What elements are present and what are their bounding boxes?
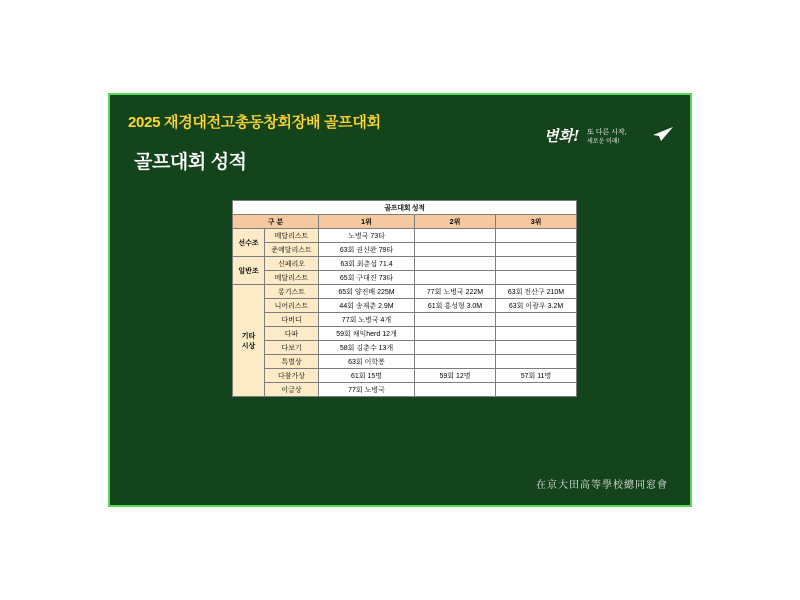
rank3-cell: [496, 355, 577, 369]
logo-script-text: 변화!: [544, 127, 580, 145]
rank2-cell: [415, 355, 496, 369]
rank3-cell: [496, 313, 577, 327]
score-table-container: [232, 200, 576, 397]
rank3-cell: [496, 243, 577, 257]
rank2-cell: [415, 271, 496, 285]
row-label: 니어리스트: [265, 299, 319, 313]
column-header-rank1: 1위: [319, 215, 415, 229]
rank2-cell: 77회 노병국 222M: [415, 285, 496, 299]
slide-footer: 在京大田高等學校總同窓會: [536, 480, 668, 491]
row-label: 메달리스트: [265, 229, 319, 243]
page-title: 골프대회 성적: [134, 152, 247, 173]
rank1-cell: 44회 송재춘 2.9M: [319, 299, 415, 313]
score-table: [232, 200, 577, 397]
table-row: [233, 229, 577, 243]
rank2-cell: 61회 홍성형 3.0M: [415, 299, 496, 313]
rank3-cell: 57회 11명: [496, 369, 577, 383]
table-caption-row: [233, 201, 577, 215]
row-label: 다참가상: [265, 369, 319, 383]
row-label: 롱기스트: [265, 285, 319, 299]
rank1-cell: 61회 15명: [319, 369, 415, 383]
table-row: [233, 271, 577, 285]
organization-logo: [544, 125, 674, 151]
group-cell: 선수조: [233, 229, 265, 257]
presentation-slide: [108, 93, 692, 507]
table-row: [233, 383, 577, 397]
rank2-cell: 59회 12명: [415, 369, 496, 383]
group-cell: [233, 285, 265, 397]
row-label: 메달리스트: [265, 271, 319, 285]
rank3-cell: [496, 257, 577, 271]
rank2-cell: [415, 257, 496, 271]
rank1-cell: 77회 노병국: [319, 383, 415, 397]
rank1-cell: 59회 채익herd 12개: [319, 327, 415, 341]
logo-tagline-1: 또 다른 시작,: [587, 129, 627, 136]
group-label-line2: 시상: [241, 342, 256, 350]
rank3-cell: [496, 271, 577, 285]
table-caption: 골프대회 성적: [233, 201, 577, 215]
flag-icon: [652, 126, 674, 142]
group-cell: 일반조: [233, 257, 265, 285]
rank1-cell: 63회 이학봉: [319, 355, 415, 369]
rank1-cell: 노병국 73타: [319, 229, 415, 243]
rank3-cell: [496, 383, 577, 397]
table-row: [233, 257, 577, 271]
rank3-cell: [496, 327, 577, 341]
rank3-cell: [496, 229, 577, 243]
rank1-cell: 65회 양진배 225M: [319, 285, 415, 299]
rank1-cell: 77회 노병국 4개: [319, 313, 415, 327]
table-row: [233, 355, 577, 369]
row-label: 다버디: [265, 313, 319, 327]
rank1-cell: 58회 김춘수 13개: [319, 341, 415, 355]
rank1-cell: 63회 최춘섭 71.4: [319, 257, 415, 271]
slide-title-bar: [110, 111, 690, 145]
rank2-cell: [415, 383, 496, 397]
column-header-rank2: 2위: [415, 215, 496, 229]
row-label: 신페리오: [265, 257, 319, 271]
rank1-cell: 65회 구대진 73타: [319, 271, 415, 285]
rank2-cell: [415, 229, 496, 243]
rank3-cell: 63회 이광우 3.2M: [496, 299, 577, 313]
rank1-cell: 63회 권신완 79타: [319, 243, 415, 257]
table-row: [233, 369, 577, 383]
column-header-division: 구 분: [233, 215, 319, 229]
group-label-line1: 기타: [241, 332, 256, 340]
row-label: 특별상: [265, 355, 319, 369]
column-header-rank3: 3위: [496, 215, 577, 229]
row-label: 다보기: [265, 341, 319, 355]
table-row: [233, 327, 577, 341]
table-header-row: [233, 215, 577, 229]
table-row: [233, 299, 577, 313]
table-row: [233, 313, 577, 327]
row-label: 이글상: [265, 383, 319, 397]
rank2-cell: [415, 327, 496, 341]
rank2-cell: [415, 243, 496, 257]
rank2-cell: [415, 313, 496, 327]
logo-tagline-2: 새로운 미래!: [587, 139, 620, 145]
rank2-cell: [415, 341, 496, 355]
row-label: 다파: [265, 327, 319, 341]
table-row: [233, 243, 577, 257]
rank3-cell: [496, 341, 577, 355]
row-label: 준메달리스트: [265, 243, 319, 257]
table-row: [233, 341, 577, 355]
rank3-cell: 63회 전산구 210M: [496, 285, 577, 299]
slide-title: 2025 재경대전고총동창회장배 골프대회: [128, 114, 381, 131]
table-row: [233, 285, 577, 299]
